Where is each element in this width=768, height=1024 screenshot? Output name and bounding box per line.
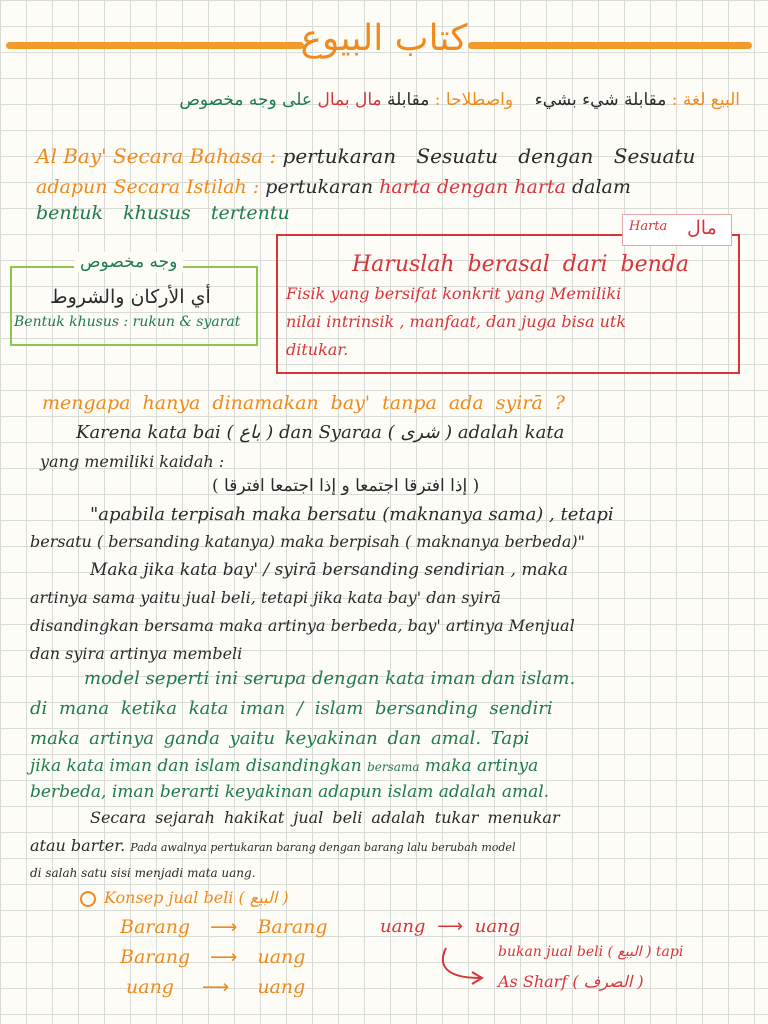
body-line-3: ( إذا افترقا اجتمعا و إذا اجتمعا افترقا ) [212, 476, 480, 496]
harta-line-3: nilai intrinsik , manfaat, dan juga bisa utk [286, 312, 627, 331]
history-line-2 [30, 836, 515, 855]
istilah-text-ar-1: مقابلة [387, 90, 430, 110]
green-line-4 [30, 756, 538, 776]
green-line-5: berbeda, iman berarti keyakinan adapun islam adalah amal. [30, 782, 550, 802]
sharf-note-2: As Sharf ( الصرف ) [498, 972, 644, 991]
history-line-1: Secara sejarah hakikat jual beli adalah tukar menukar [90, 808, 560, 827]
green-line-2: di mana ketika kata iman / islam bersanding sendiri [30, 698, 553, 719]
istilah-text-ar-highlight: مال بمال [317, 90, 382, 110]
arrow-right-icon: ⟶ [437, 916, 463, 937]
wajh-makhsus-heading: وجه مخصوص [74, 252, 183, 272]
sharf-to: uang [474, 916, 521, 937]
body-line-2: yang memiliki kaidah : [40, 452, 225, 471]
page-title: كتاب البيوع [300, 18, 468, 59]
arabic-definition [179, 90, 740, 110]
history-line-2b: Pada awalnya pertukaran barang dengan barang lalu berubah model [130, 841, 516, 854]
body-line-4: "apabila terpisah maka bersatu (maknanya sama) , tetapi [90, 504, 614, 525]
concept-heading [80, 888, 289, 907]
green-line-4a: jika kata iman dan islam disandingkan [30, 756, 362, 776]
istilah-text-c: dalam [571, 176, 631, 198]
istilah-label: adapun Secara Istilah : [36, 176, 260, 198]
green-line-1: model seperti ini serupa dengan kata iman dan islam. [84, 668, 576, 689]
body-line-7: artinya sama yaitu jual beli, tetapi jika kata bay' dan syirā [30, 588, 501, 607]
green-line-4c: maka artinya [424, 756, 539, 776]
concept-row-1-to: Barang [257, 916, 328, 938]
green-line-3: maka artinya ganda yaitu keyakinan dan amal. Tapi [30, 728, 530, 749]
harta-tag [622, 214, 732, 246]
concept-row-3 [126, 976, 305, 998]
arrow-right-icon: ⟶ [210, 916, 238, 938]
bahasa-label: Al Bay' Secara Bahasa : [36, 144, 277, 168]
concept-row-3-from: uang [126, 976, 174, 998]
body-line-9: dan syira artinya membeli [30, 644, 243, 663]
istilah-harta-1: harta [379, 176, 431, 198]
bahasa-line [36, 144, 695, 168]
istilah-label-ar: واصطلاحا : [434, 90, 514, 110]
istilah-line [36, 176, 631, 198]
lughah-label: البيع لغة : [671, 90, 740, 110]
istilah-text-b: dengan [436, 176, 509, 198]
arrow-right-icon: ⟶ [210, 946, 238, 968]
harta-line-1: Haruslah berasal dari benda [352, 252, 689, 277]
concept-heading-text: Konsep jual beli ( البيع ) [104, 888, 289, 907]
concept-row-1 [120, 916, 328, 938]
istilah-harta-2: harta [514, 176, 566, 198]
body-line-8: disandingkan bersama maka artinya berbeda, bay' artinya Menjual [30, 616, 575, 635]
harta-line-4: ditukar. [286, 340, 349, 359]
lughah-text: مقابلة شيء بشيء [534, 90, 667, 110]
harta-line-2: Fisik yang bersifat konkrit yang Memiliki [286, 284, 622, 303]
sharf-row [380, 916, 520, 937]
wajh-makhsus-latin: Bentuk khusus : rukun & syarat [14, 314, 241, 330]
concept-row-1-from: Barang [120, 916, 191, 938]
bullet-icon [80, 891, 96, 907]
body-line-5: bersatu ( bersanding katanya) maka berpisah ( maknanya berbeda)" [30, 532, 585, 551]
istilah-text-a: pertukaran [265, 176, 374, 198]
harta-tag-arabic: مال [687, 217, 717, 239]
istilah-line-2: bentuk khusus tertentu [36, 202, 290, 224]
body-line-1: Karena kata bai ( باع ) dan Syaraa ( شرى ) adalah kata [76, 422, 565, 443]
sharf-from: uang [380, 916, 426, 937]
question: mengapa hanya dinamakan bay' tanpa ada syirā ? [42, 392, 565, 414]
harta-tag-latin: Harta [629, 219, 668, 234]
curved-arrow-icon [436, 944, 492, 988]
history-line-3: di salah satu sisi menjadi mata uang. [30, 866, 256, 880]
concept-row-3-to: uang [257, 976, 306, 998]
istilah-text-ar-2: على وجه مخصوص [179, 90, 313, 110]
history-line-2a: atau barter. [30, 836, 126, 855]
sharf-note-1: bukan jual beli ( البيع ) tapi [498, 944, 684, 960]
bahasa-text: pertukaran Sesuatu dengan Sesuatu [282, 144, 696, 168]
wajh-makhsus-arabic: أي الأركان والشروط [50, 286, 211, 308]
concept-row-2 [120, 946, 305, 968]
concept-row-2-to: uang [257, 946, 306, 968]
green-line-4b: bersama [367, 760, 420, 774]
arrow-right-icon: ⟶ [202, 976, 230, 998]
body-line-6: Maka jika kata bay' / syirā bersanding sendirian , maka [90, 560, 569, 580]
concept-row-2-from: Barang [120, 946, 191, 968]
